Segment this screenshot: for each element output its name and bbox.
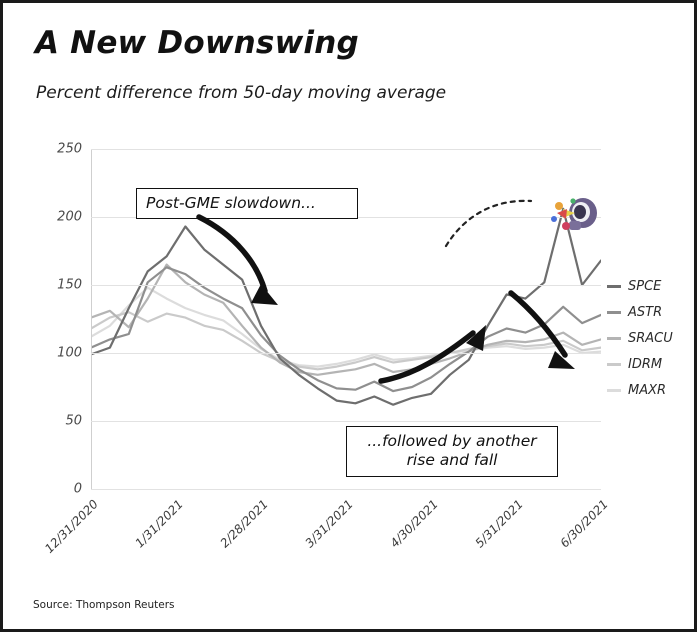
- x-tick-label: 4/30/2021: [387, 497, 441, 551]
- gridline: [91, 149, 601, 150]
- legend-swatch: [607, 285, 621, 288]
- legend-label: ASTR: [628, 304, 663, 320]
- legend-label: MAXR: [628, 382, 667, 398]
- legend-item[interactable]: [607, 377, 693, 403]
- series-line: [91, 288, 601, 367]
- legend-swatch: [607, 389, 621, 392]
- gridline: [91, 285, 601, 286]
- legend-swatch: [607, 311, 621, 314]
- annotation-post-gme: Post-GME slowdown...: [136, 188, 358, 219]
- y-tick-label: 100: [57, 345, 82, 361]
- legend-item[interactable]: [607, 273, 693, 299]
- x-tick-label: 2/28/2021: [217, 497, 271, 551]
- y-tick-label: 250: [57, 141, 82, 157]
- x-tick-label: 5/31/2021: [472, 497, 526, 551]
- annotation-rise-and-fall: ...followed by another rise and fall: [346, 426, 558, 477]
- legend-item[interactable]: [607, 351, 693, 377]
- gridline: [91, 489, 601, 490]
- chart-subtitle: Percent difference from 50-day moving average: [36, 83, 447, 103]
- legend-item[interactable]: [607, 299, 693, 325]
- x-tick-label: 6/30/2021: [557, 497, 611, 551]
- legend-swatch: [607, 337, 621, 340]
- x-tick-label: 12/31/2020: [42, 497, 101, 556]
- astronaut-icon: [549, 193, 601, 237]
- legend-swatch: [607, 363, 621, 366]
- x-tick-label: 1/31/2021: [132, 497, 186, 551]
- source-note: Source: Thompson Reuters: [33, 599, 175, 611]
- legend-label: SRACU: [628, 330, 673, 346]
- legend: [607, 273, 693, 403]
- y-axis-line: [91, 149, 92, 489]
- legend-label: SPCE: [628, 278, 662, 294]
- y-tick-label: 50: [65, 413, 82, 429]
- legend-item[interactable]: [607, 325, 693, 351]
- page-title: A New Downswing: [35, 25, 359, 61]
- series-line: [91, 265, 601, 375]
- y-tick-label: 150: [57, 277, 82, 293]
- legend-label: IDRM: [628, 356, 663, 372]
- y-tick-label: 0: [73, 481, 82, 497]
- gridline: [91, 353, 601, 354]
- series-line: [91, 209, 601, 405]
- gridline: [91, 421, 601, 422]
- y-tick-label: 200: [57, 209, 82, 225]
- x-tick-label: 3/31/2021: [302, 497, 356, 551]
